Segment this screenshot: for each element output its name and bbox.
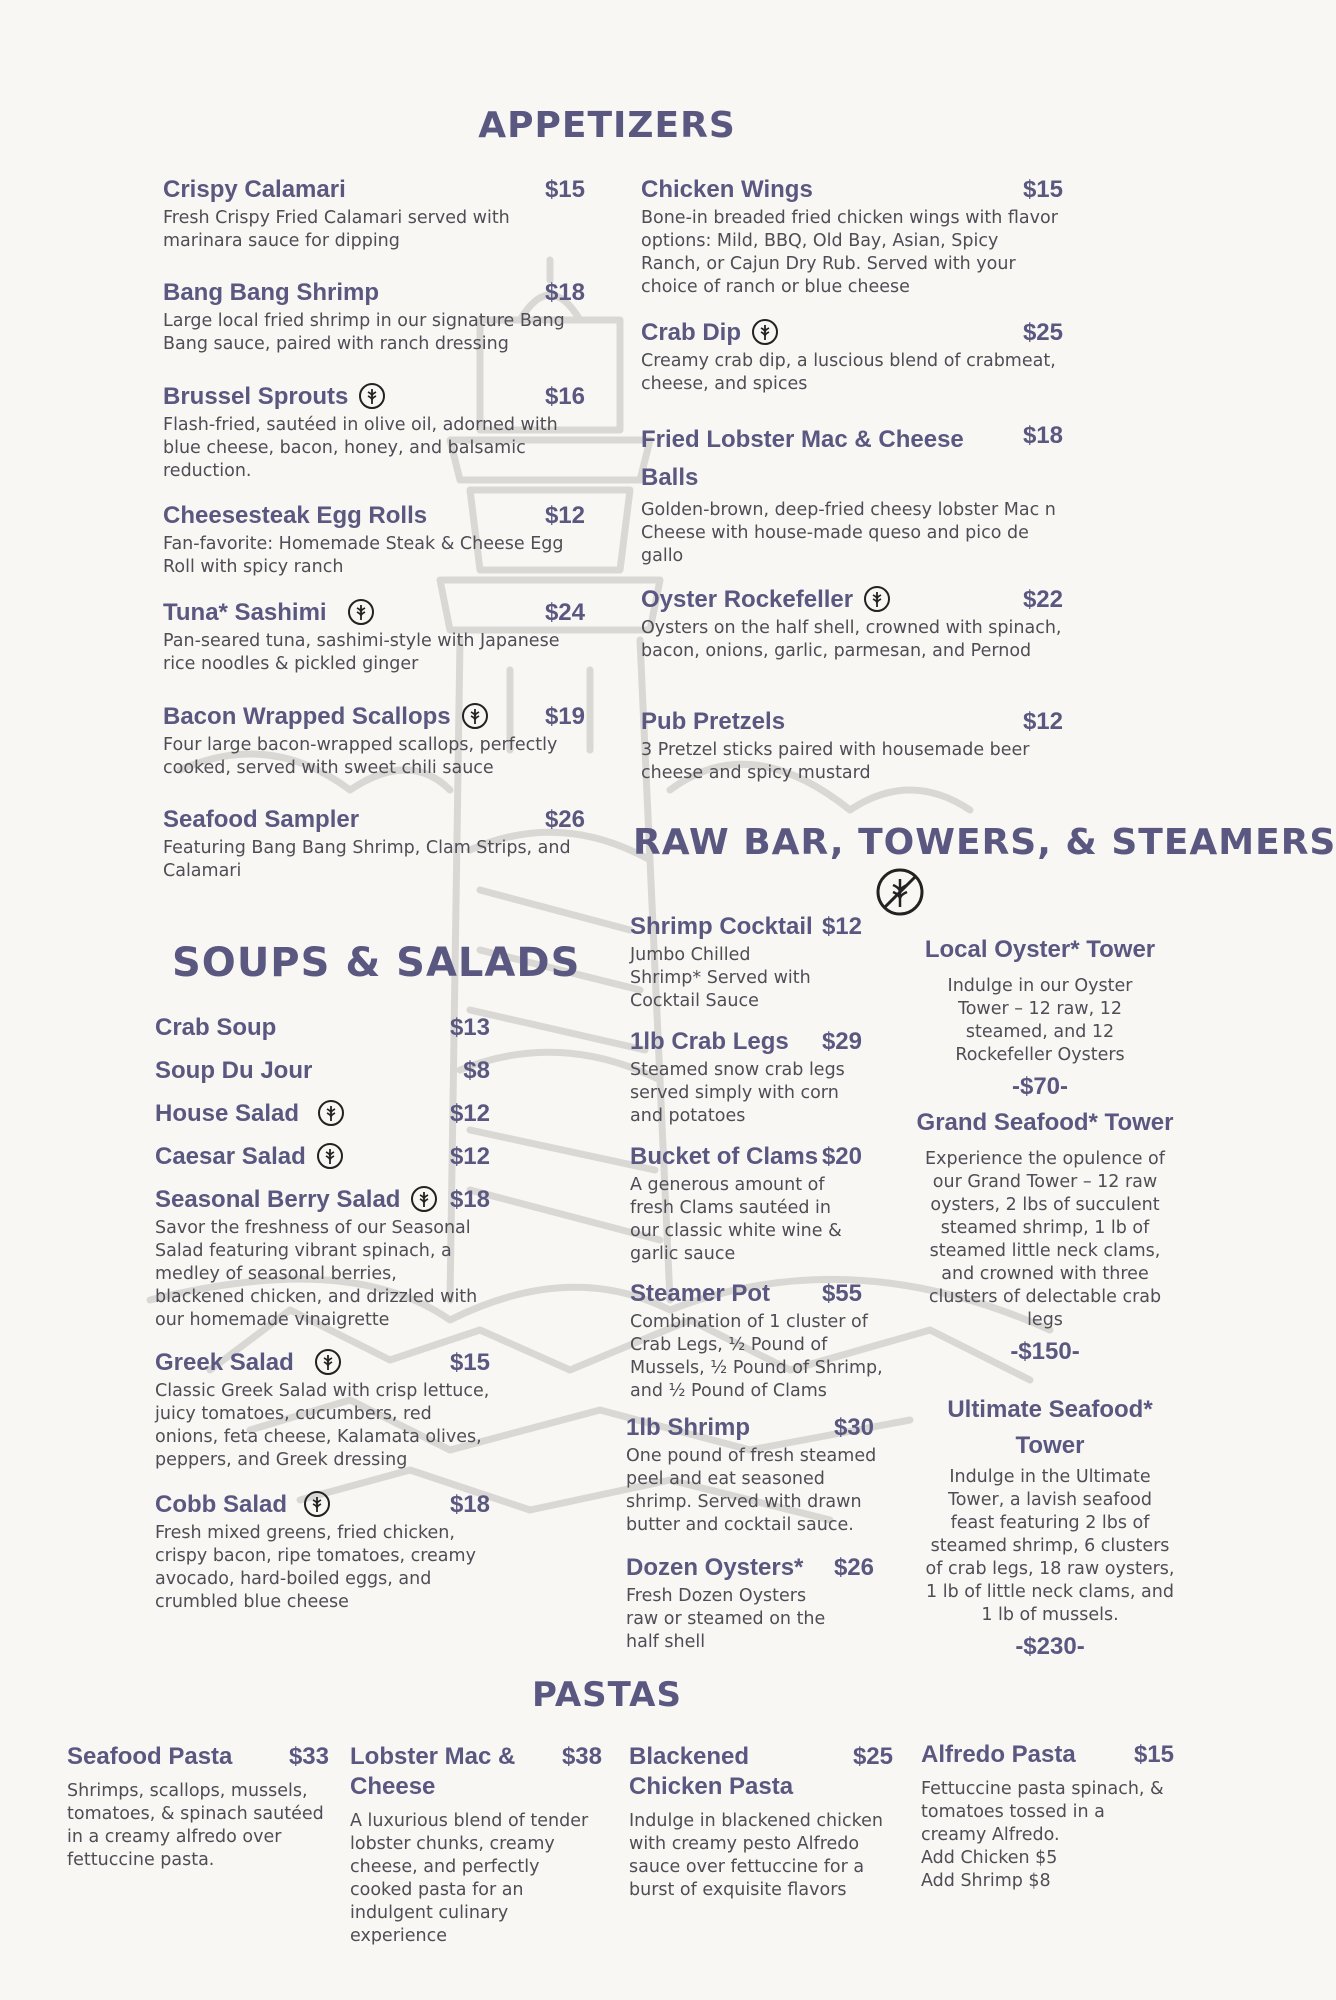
tower-name: Local Oyster* Tower (924, 936, 1156, 963)
item-name: Shrimp Cocktail (630, 913, 813, 940)
menu-item (641, 175, 1063, 299)
item-name (155, 1099, 490, 1129)
item-name: Dozen Oysters* (626, 1554, 804, 1581)
tower-price: -$70- (1011, 1073, 1069, 1100)
item-name: Crab Soup (155, 1014, 277, 1041)
menu-item (630, 912, 862, 1013)
gluten-free-icon (358, 382, 386, 410)
menu-item (163, 175, 585, 253)
item-price: $12 (449, 1143, 490, 1170)
gluten-free-icon (347, 598, 375, 626)
menu-item (163, 501, 585, 579)
item-price: $55 (821, 1280, 862, 1307)
menu-item (155, 1185, 490, 1332)
item-description: Fresh mixed greens, fried chicken, crispy bacon, ripe tomatoes, creamy avocado, hard-boiled eggs, and crumbled blue cheese (155, 1523, 476, 1612)
item-description: Four large bacon-wrapped scallops, perfectly cooked, served with sweet chili sauce (163, 735, 558, 778)
item-name-text: Oyster Rockefeller (641, 586, 854, 613)
item-description: 3 Pretzel sticks paired with housemade beer cheese and spicy mustard (641, 740, 1030, 783)
menu-item (163, 598, 585, 676)
item-name-text: Seasonal Berry Salad (155, 1186, 401, 1213)
tower-name: Grand Seafood* Tower (916, 1109, 1174, 1136)
menu-item (155, 1056, 490, 1086)
tower-item (915, 935, 1165, 1101)
item-name-text: Crab Dip (641, 319, 742, 346)
item-description: Creamy crab dip, a luscious blend of crabmeat, cheese, and spices (641, 351, 1056, 394)
menu-item (163, 702, 585, 780)
item-description: Classic Greek Salad with crisp lettuce, juicy tomatoes, cucumbers, red onions, feta cheese, Kalamata olives, peppers, and Greek dressing (155, 1381, 490, 1470)
item-name (155, 1348, 490, 1378)
item-description: Fresh Dozen Oysters raw or steamed on the half shell (626, 1586, 826, 1652)
item-name: Seafood Sampler (163, 806, 360, 833)
item-description: Bone-in breaded fried chicken wings with flavor options: Mild, BBQ, Old Bay, Asian, Spicy Ranch, or Cajun Dry Rub. Served with your choice of ranch or blue cheese (641, 208, 1058, 297)
soups-salads-heading: SOUPS & SALADS (172, 940, 581, 986)
gluten-free-icon (316, 1142, 344, 1170)
item-price: $18 (544, 279, 585, 306)
item-name-text: Brussel Sprouts (163, 383, 349, 410)
tower-item (925, 1392, 1175, 1661)
item-price: $22 (1022, 586, 1063, 613)
tower-description: Indulge in the Ultimate Tower, a lavish seafood feast featuring 2 lbs of steamed shrimp, 6 clusters of crab legs, 18 raw oysters, 1 lb of little neck clams, and 1 lb of mussels. (925, 1467, 1175, 1625)
menu-item (67, 1742, 329, 1872)
add-on-shrimp: Add Shrimp $8 (921, 1871, 1051, 1891)
item-description: Golden-brown, deep-fried cheesy lobster Mac n Cheese with house-made queso and pico de gallo (641, 500, 1056, 566)
item-name (155, 1142, 490, 1172)
item-description: Oysters on the half shell, crowned with spinach, bacon, onions, garlic, parmesan, and Pernod (641, 618, 1062, 661)
item-name-text: Cobb Salad (155, 1491, 288, 1518)
item-description: Pan-seared tuna, sashimi-style with Japanese rice noodles & pickled ginger (163, 631, 560, 674)
item-name: Chicken Wings (641, 176, 813, 203)
item-description: Fettuccine pasta spinach, & tomatoes tossed in a creamy Alfredo. (921, 1779, 1164, 1845)
item-price: $15 (544, 176, 585, 203)
item-description: Fresh Crispy Fried Calamari served with marinara sauce for dipping (163, 208, 510, 251)
appetizers-heading: APPETIZERS (478, 105, 736, 146)
menu-item (630, 1142, 862, 1266)
gluten-free-icon (461, 702, 489, 730)
menu-item (641, 318, 1063, 396)
menu-item (626, 1553, 874, 1654)
item-price: $8 (463, 1057, 490, 1084)
item-name: 1lb Crab Legs (630, 1028, 789, 1055)
item-name-text: Greek Salad (155, 1349, 294, 1376)
item-description: Indulge in blackened chicken with creamy pesto Alfredo sauce over fettuccine for a burst of exquisite flavors (629, 1811, 883, 1900)
item-description: One pound of fresh steamed peel and eat seasoned shrimp. Served with drawn butter and cocktail sauce. (626, 1446, 877, 1535)
gluten-free-icon (317, 1099, 345, 1127)
item-name (155, 1185, 490, 1215)
item-price: $20 (821, 1143, 862, 1170)
item-name: Blackened Chicken Pasta (629, 1743, 794, 1800)
item-description: Combination of 1 cluster of Crab Legs, ½ Pound of Mussels, ½ Pound of Shrimp, and ½ Pound of Clams (630, 1312, 883, 1401)
item-name (155, 1490, 490, 1520)
item-name: Crispy Calamari (163, 176, 346, 203)
menu-item (641, 707, 1063, 785)
item-name: Seafood Pasta (67, 1743, 233, 1770)
item-price: $25 (852, 1743, 893, 1770)
item-price: $12 (544, 502, 585, 529)
item-name-text: Bacon Wrapped Scallops (163, 703, 451, 730)
tower-name: Ultimate Seafood* Tower (947, 1396, 1153, 1459)
item-price: $18 (1022, 422, 1063, 449)
item-price: $16 (544, 383, 585, 410)
menu-item (163, 805, 585, 883)
item-description: Jumbo Chilled Shrimp* Served with Cocktail Sauce (630, 945, 811, 1011)
tower-price: -$150- (1010, 1338, 1080, 1365)
menu-item (350, 1742, 602, 1948)
item-name (163, 382, 585, 412)
menu-item (155, 1490, 490, 1614)
item-name: Lobster Mac & Cheese (350, 1743, 516, 1800)
item-price: $24 (544, 599, 585, 626)
item-description: Featuring Bang Bang Shrimp, Clam Strips, and Calamari (163, 838, 571, 881)
item-price: $13 (449, 1014, 490, 1041)
item-name-text: Tuna* Sashimi (163, 599, 327, 626)
item-price: $15 (1022, 176, 1063, 203)
item-price: $12 (1022, 708, 1063, 735)
add-on-chicken: Add Chicken $5 (921, 1848, 1058, 1868)
item-name: Fried Lobster Mac & Cheese Balls (641, 426, 964, 491)
menu-item (155, 1013, 490, 1043)
item-name: Bang Bang Shrimp (163, 279, 380, 306)
gluten-free-icon (751, 318, 779, 346)
item-description: Shrimps, scallops, mussels, tomatoes, & spinach sautéed in a creamy alfredo over fettuccine pasta. (67, 1781, 324, 1870)
pastas-heading: PASTAS (532, 1675, 682, 1715)
item-price: $12 (821, 913, 862, 940)
menu-item (641, 421, 1063, 568)
menu-item (155, 1099, 490, 1129)
tower-price: -$230- (1015, 1633, 1085, 1660)
gluten-free-icon (863, 585, 891, 613)
menu-item (626, 1413, 877, 1537)
menu-item (155, 1142, 490, 1172)
item-description: A generous amount of fresh Clams sautéed in our classic white wine & garlic sauce (630, 1175, 842, 1264)
menu-item (630, 1279, 883, 1403)
item-name-text: Caesar Salad (155, 1143, 306, 1170)
menu-item (629, 1742, 893, 1902)
item-name: 1lb Shrimp (626, 1414, 751, 1441)
item-name (163, 598, 585, 628)
item-price: $30 (833, 1414, 874, 1441)
item-description: Large local fried shrimp in our signature Bang Bang sauce, paired with ranch dressing (163, 311, 565, 354)
item-price: $26 (544, 806, 585, 833)
gluten-free-icon (875, 867, 925, 917)
item-name: Cheesesteak Egg Rolls (163, 502, 428, 529)
item-name: Pub Pretzels (641, 708, 786, 735)
item-price: $25 (1022, 319, 1063, 346)
item-description: Fan-favorite: Homemade Steak & Cheese Egg Roll with spicy ranch (163, 534, 564, 577)
item-name (641, 585, 1063, 615)
item-name: Alfredo Pasta (921, 1741, 1076, 1768)
item-price: $33 (288, 1743, 329, 1770)
item-name: Steamer Pot (630, 1280, 771, 1307)
item-name-text: House Salad (155, 1100, 300, 1127)
item-price: $26 (833, 1554, 874, 1581)
item-description: Flash-fried, sautéed in olive oil, adorned with blue cheese, bacon, honey, and balsamic reduction. (163, 415, 558, 481)
item-name: Soup Du Jour (155, 1057, 313, 1084)
tower-item (915, 1108, 1175, 1366)
menu-item (921, 1740, 1174, 1893)
tower-description: Experience the opulence of our Grand Tower – 12 raw oysters, 2 lbs of succulent steamed shrimp, 1 lb of steamed little neck clams, and crowned with three clusters of delectable crab legs (925, 1149, 1165, 1330)
item-price: $29 (821, 1028, 862, 1055)
item-description: A luxurious blend of tender lobster chunks, creamy cheese, and perfectly cooked pasta for an indulgent culinary experience (350, 1811, 589, 1946)
item-price: $15 (1133, 1741, 1174, 1768)
tower-description: Indulge in our Oyster Tower – 12 raw, 12 steamed, and 12 Rockefeller Oysters (947, 976, 1133, 1065)
item-price: $18 (449, 1491, 490, 1518)
item-name (641, 318, 1063, 348)
gluten-free-icon (410, 1185, 438, 1213)
item-name (163, 702, 585, 732)
item-name: Bucket of Clams (630, 1143, 819, 1170)
menu-item (630, 1027, 862, 1128)
item-price: $19 (544, 703, 585, 730)
menu-item (163, 278, 585, 356)
gluten-free-icon (314, 1348, 342, 1376)
item-description: Steamed snow crab legs served simply with corn and potatoes (630, 1060, 845, 1126)
item-price: $18 (449, 1186, 490, 1213)
item-price: $38 (561, 1743, 602, 1770)
menu-item (641, 585, 1063, 663)
item-description: Savor the freshness of our Seasonal Salad featuring vibrant spinach, a medley of seasonal berries, blackened chicken, and drizzled with our homemade vinaigrette (155, 1218, 478, 1330)
item-price: $15 (449, 1349, 490, 1376)
menu-item (155, 1348, 490, 1472)
raw-bar-heading: RAW BAR, TOWERS, & STEAMERS (633, 822, 1336, 863)
item-price: $12 (449, 1100, 490, 1127)
menu-item (163, 382, 585, 483)
gluten-free-icon (303, 1490, 331, 1518)
